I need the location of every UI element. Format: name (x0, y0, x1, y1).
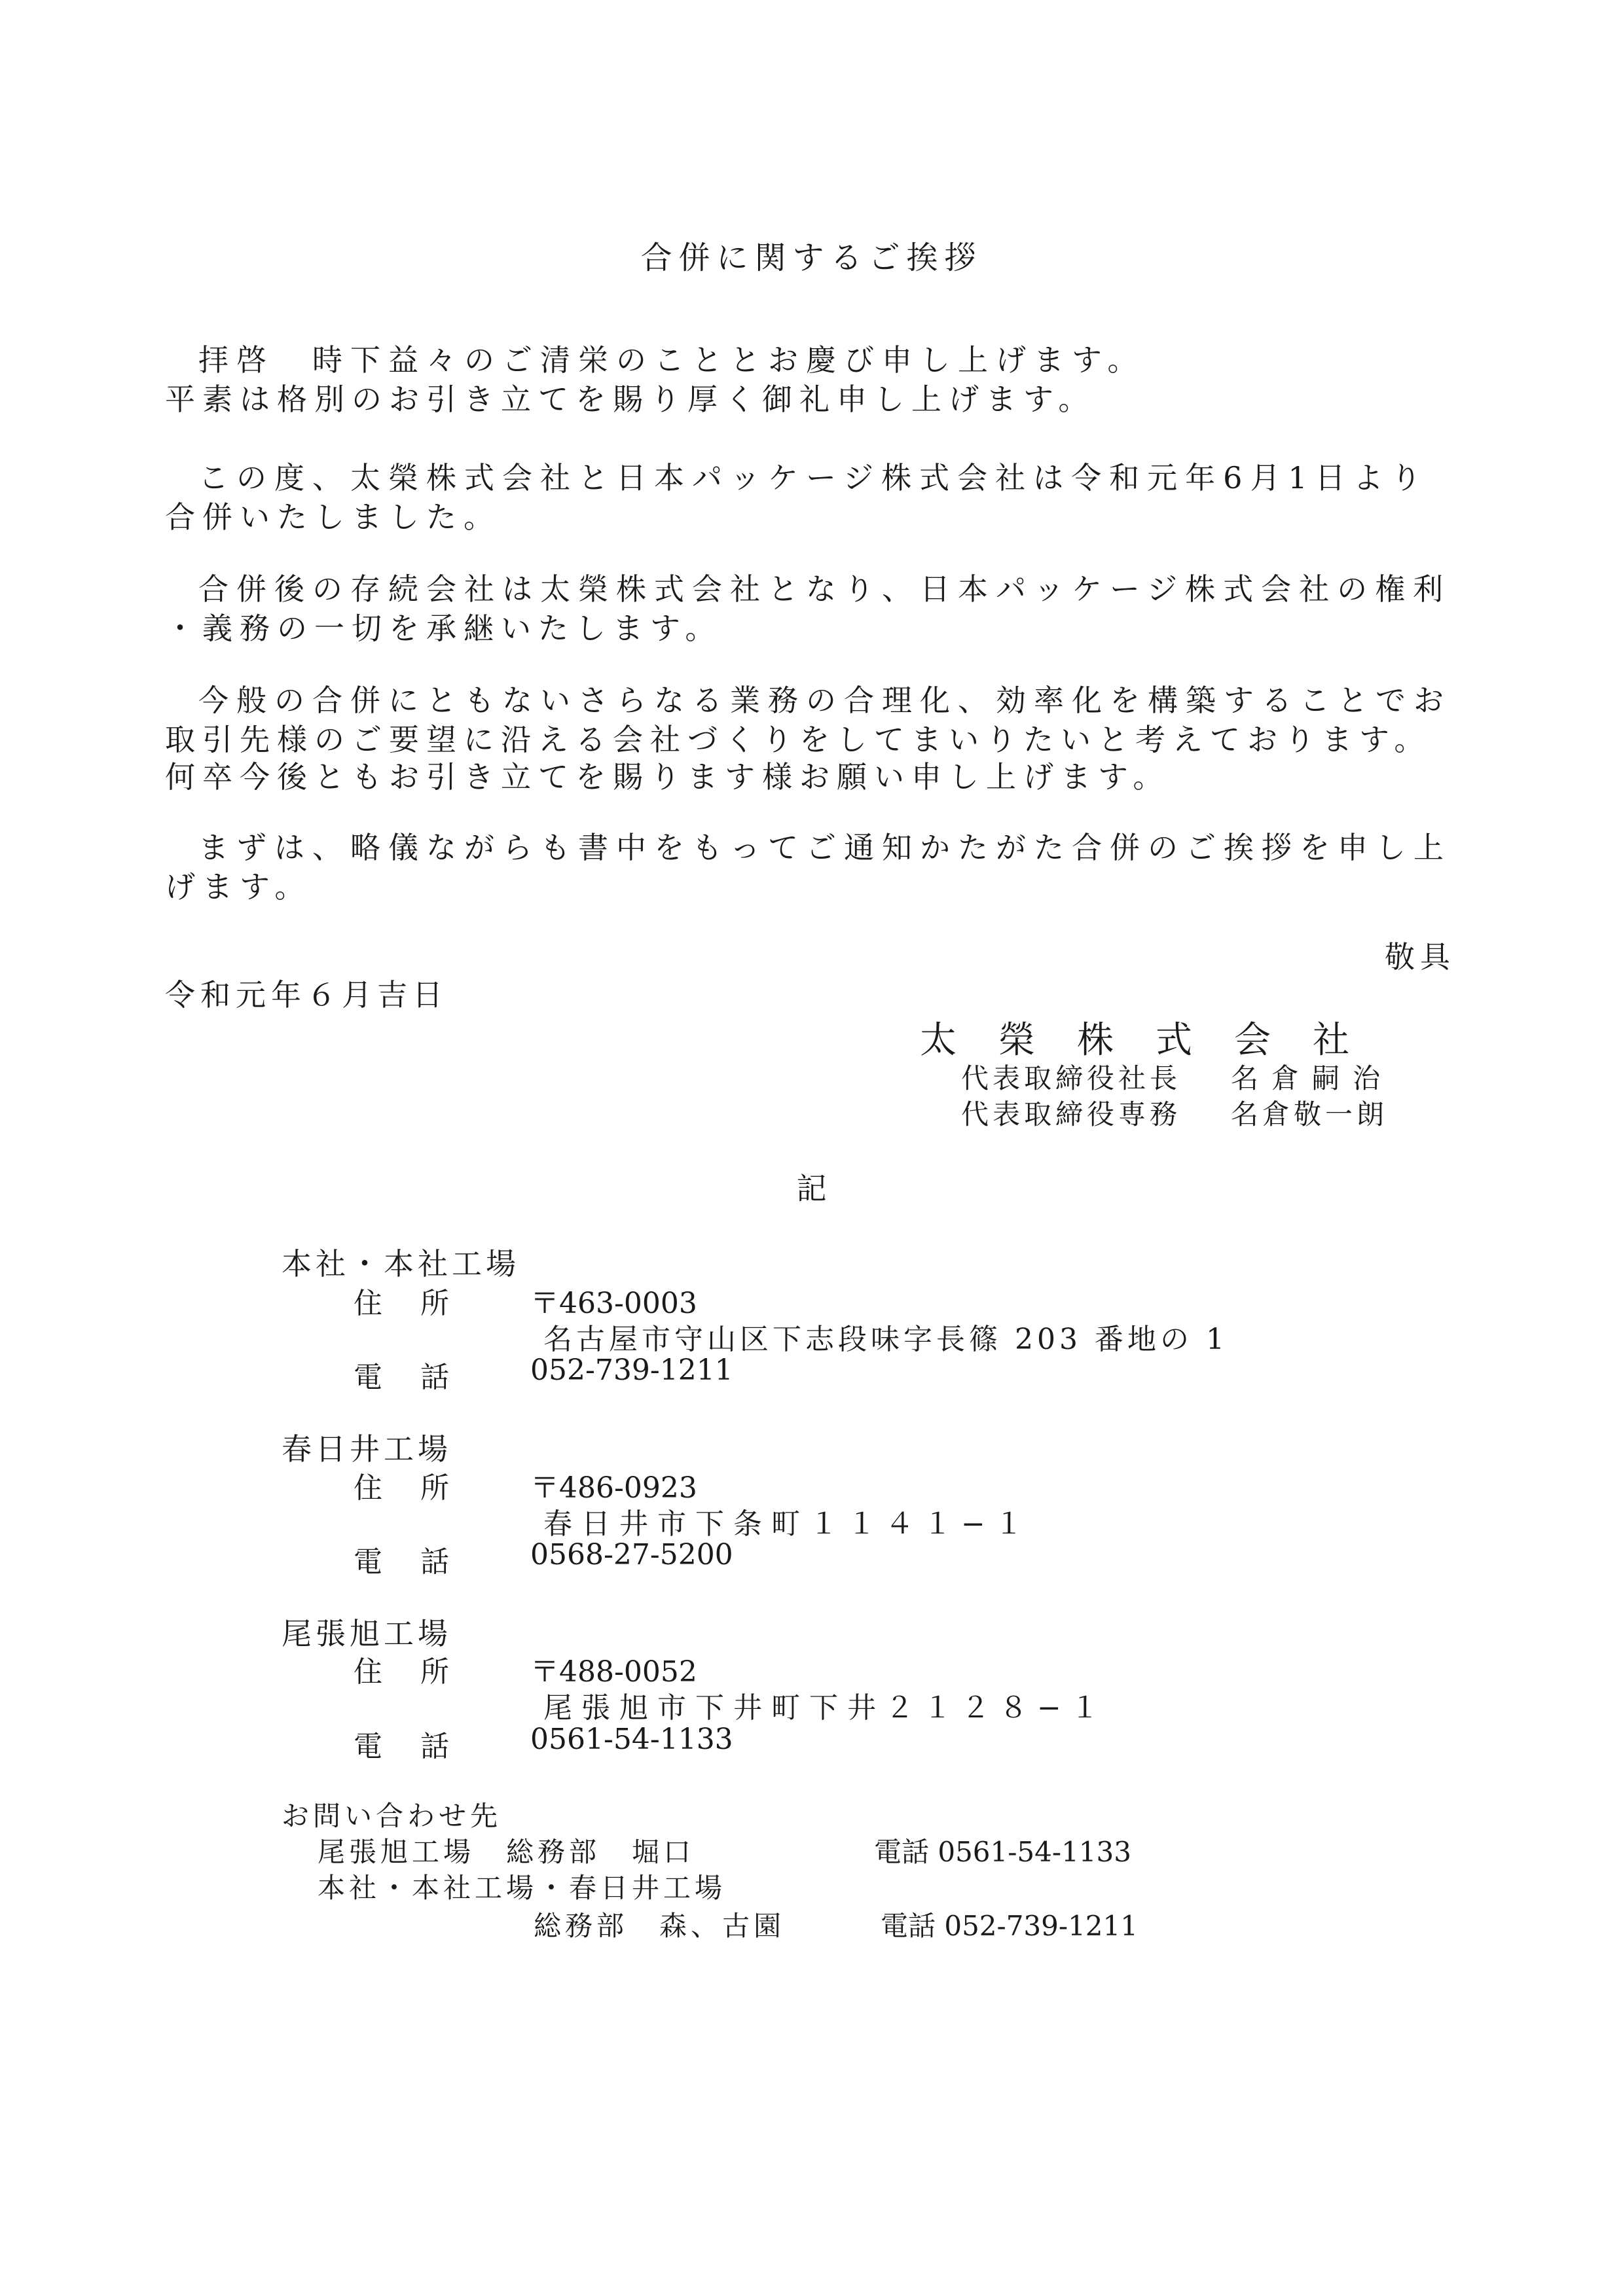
paragraph-2-line-1: この度、太榮株式会社と日本パッケージ株式会社は令和元年6月1日より (198, 460, 1429, 495)
contact-line-3-phone: 電話 052-739-1211 (881, 1910, 1138, 1942)
location-2-address-label: 住所 (354, 1471, 487, 1505)
location-3-address-label: 住所 (354, 1655, 487, 1689)
contact-line-2: 本社・本社工場・春日井工場 (318, 1872, 727, 1904)
contact-line-1-left: 尾張旭工場 総務部 堀口 (318, 1836, 695, 1868)
signer-1-role: 代表取締役社長 (961, 1062, 1182, 1094)
document-title: 合併に関するご挨拶 (640, 240, 983, 276)
paragraph-4-line-1: 今般の合併にともないさらなる業務の合理化、効率化を構築することでお (198, 683, 1451, 718)
paragraph-5-line-2: げます。 (165, 869, 312, 905)
location-1-address-label: 住所 (354, 1287, 487, 1320)
location-1-postal: 〒463-0003 (530, 1287, 697, 1320)
contact-line-1-phone: 電話 0561-54-1133 (874, 1836, 1131, 1868)
location-2-name: 春日井工場 (282, 1431, 452, 1467)
signer-2-name: 名倉敬一朗 (1231, 1098, 1389, 1130)
ki-heading: 記 (796, 1171, 827, 1206)
location-1-phone-label: 電話 (354, 1361, 487, 1394)
location-1-address: 名古屋市守山区下志段味字長篠 203 番地の 1 (543, 1323, 1228, 1356)
paragraph-4-line-3: 何卒今後ともお引き立てを賜ります様お願い申し上げます。 (165, 759, 1171, 795)
paragraph-2-line-2: 合併いたしました。 (165, 499, 501, 535)
contact-line-3-left: 総務部 森、古園 (534, 1910, 786, 1942)
location-2-address: 春日井市下条町１１４１−１ (543, 1507, 1032, 1541)
paragraph-1-line-1: 拝啓 時下益々のご清栄のこととお慶び申し上げます。 (198, 342, 1146, 378)
location-3-name: 尾張旭工場 (282, 1616, 452, 1651)
company-name: 太榮株式会社 (920, 1019, 1391, 1062)
letter-date: 令和元年６月吉日 (165, 977, 448, 1013)
paragraph-3-line-1: 合併後の存続会社は太榮株式会社となり、日本パッケージ株式会社の権利 (198, 571, 1451, 607)
location-1-phone: 052-739-1211 (530, 1354, 733, 1387)
location-3-phone: 0561-54-1133 (530, 1723, 733, 1756)
signer-2-role: 代表取締役専務 (961, 1098, 1182, 1130)
location-2-postal: 〒486-0923 (530, 1471, 697, 1505)
location-1-name: 本社・本社工場 (282, 1246, 520, 1282)
paragraph-1-line-2: 平素は格別のお引き立てを賜り厚く御礼申し上げます。 (165, 382, 1096, 417)
paragraph-4-line-2: 取引先様のご要望に沿える会社づくりをしてまいりたいと考えております。 (165, 722, 1432, 757)
location-3-postal: 〒488-0052 (530, 1655, 697, 1689)
contact-heading: お問い合わせ先 (282, 1800, 502, 1832)
location-2-phone-label: 電話 (354, 1545, 487, 1579)
paragraph-3-line-2: ・義務の一切を承継いたします。 (165, 611, 723, 646)
closing-keigu: 敬具 (1385, 939, 1455, 975)
location-3-address: 尾張旭市下井町下井２１２８−１ (543, 1691, 1108, 1725)
location-3-phone-label: 電話 (354, 1730, 487, 1763)
paragraph-5-line-1: まずは、略儀ながらも書中をもってご通知かたがた合併のご挨拶を申し上 (198, 830, 1451, 865)
location-2-phone: 0568-27-5200 (530, 1538, 733, 1571)
signer-1-name: 名倉嗣治 (1231, 1062, 1394, 1094)
